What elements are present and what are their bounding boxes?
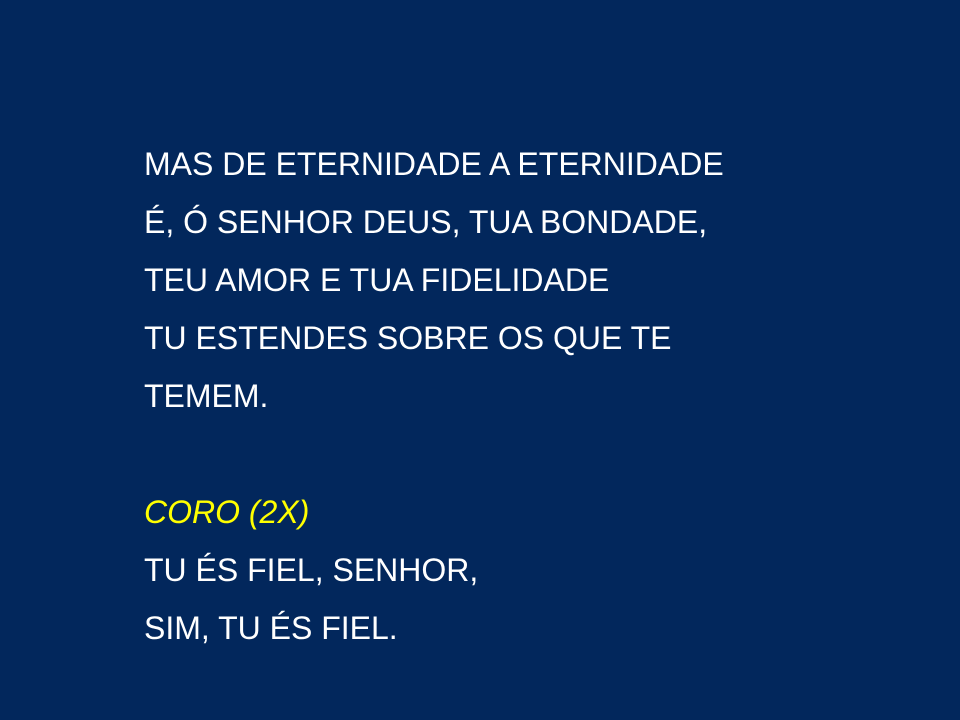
- verse-line-5: TEMEM.: [144, 378, 269, 414]
- verse-line-1: MAS DE ETERNIDADE A ETERNIDADE: [144, 146, 724, 182]
- verse-line-3: TEU AMOR E TUA FIDELIDADE: [144, 262, 610, 298]
- chorus-label: CORO (2X): [144, 494, 310, 530]
- chorus-line-1: TU ÉS FIEL, SENHOR,: [144, 552, 479, 588]
- chorus-line-2: SIM, TU ÉS FIEL.: [144, 610, 398, 646]
- verse-line-4: TU ESTENDES SOBRE OS QUE TE: [144, 320, 672, 356]
- verse-line-2: É, Ó SENHOR DEUS, TUA BONDADE,: [144, 204, 708, 240]
